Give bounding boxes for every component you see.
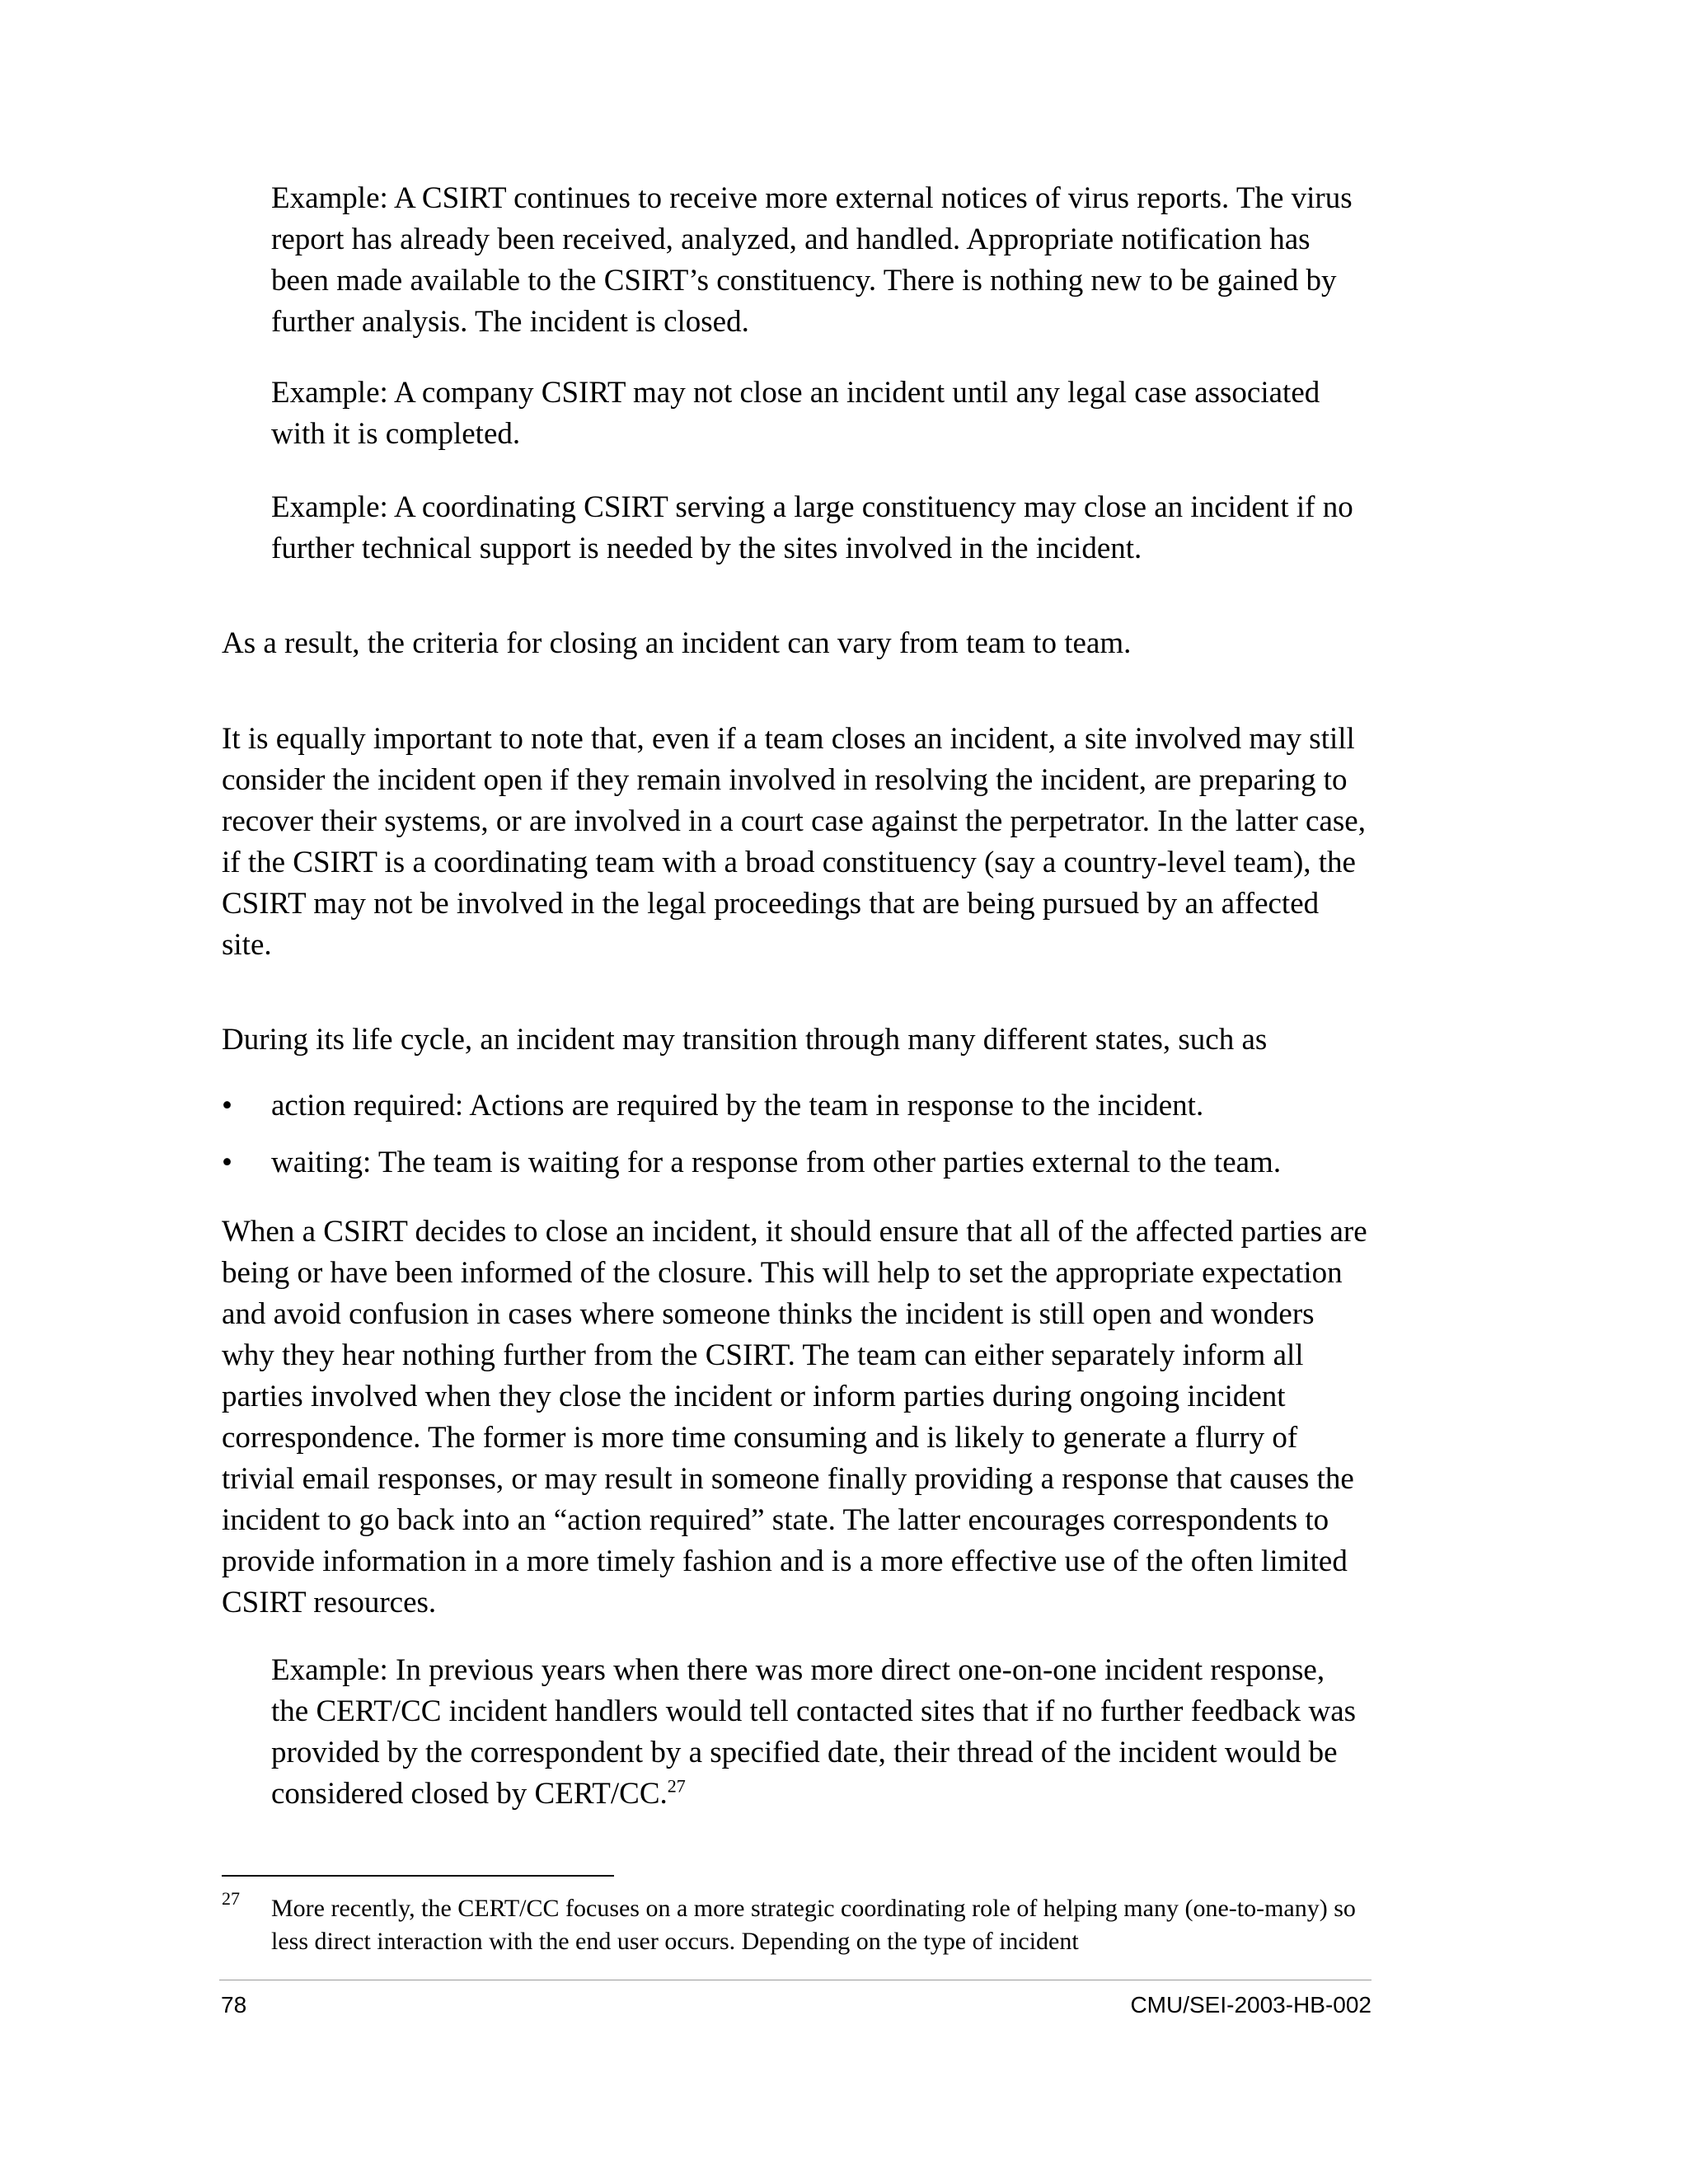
example-cert-cc-handlers — [271, 1650, 1367, 1815]
footnote-text: More recently, the CERT/CC focuses on a more strategic coordinating role of helping many (one-to-many) so less direct interaction with the end user occurs. Depending on the type of incident — [271, 1895, 1356, 1955]
example-coordinating-csirt: Example: A coordinating CSIRT serving a large constituency may close an incident if no further technical support is needed by the sites involved in the incident. — [271, 490, 1353, 565]
bullet-icon: • — [222, 1089, 232, 1122]
example-text: Example: In previous years when there was more direct one-on-one incident response, the CERT/CC incident handlers would tell contacted sites that if no further feedback was provided by the correspondent by a specified date, their thread of the incident would be considered closed by CERT/CC. — [271, 1653, 1357, 1811]
footnote-number: 27 — [222, 1888, 240, 1909]
page-number: 78 — [221, 1992, 247, 2018]
example-legal-case: Example: A company CSIRT may not close an incident until any legal case associated with it is completed. — [271, 376, 1320, 451]
paragraph-life-cycle: During its life cycle, an incident may transition through many different states, such as — [222, 1023, 1268, 1057]
example-virus-reports: Example: A CSIRT continues to receive more external notices of virus reports. The virus report has already been received, analyzed, and handled. Appropriate notification has been made available to the CSIRT’s constituency. There is nothing new to be gained by further analysis. The incident is closed. — [271, 181, 1353, 339]
bullet-text: action required: Actions are required by the team in response to the incident. — [271, 1089, 1204, 1122]
document-id: CMU/SEI-2003-HB-002 — [1130, 1992, 1372, 2018]
bullet-icon: • — [222, 1146, 232, 1179]
bullet-text: waiting: The team is waiting for a response from other parties external to the team. — [271, 1146, 1282, 1179]
footnote-divider — [222, 1875, 614, 1877]
paragraph-closing-incident: When a CSIRT decides to close an incident, it should ensure that all of the affected parties are being or have been informed of the closure. This will help to set the appropriate expectation and avoid confusion in cases where someone thinks the incident is still open and wonders why they hear nothing further from the CSIRT. The team can either separately inform all parties involved when they close the incident or inform parties during ongoing incident correspondence. The former is more time consuming and is likely to generate a flurry of trivial email responses, or may result in someone finally providing a response that causes the incident to go back into an “action required” state. The latter encourages correspondents to provide information in a more timely fashion and is a more effective use of the often limited CSIRT resources. — [222, 1215, 1367, 1619]
paragraph-site-open: It is equally important to note that, even if a team closes an incident, a site involved may still consider the incident open if they remain involved in resolving the incident, are preparing to recover their systems, or are involved in a court case against the perpetrator. In the latter case, if the CSIRT is a coordinating team with a broad constituency (say a country-level team), the CSIRT may not be involved in the legal proceedings that are being pursued by an affected site. — [222, 722, 1366, 962]
paragraph-criteria: As a result, the criteria for closing an incident can vary from team to team. — [222, 626, 1132, 660]
footnote-reference[interactable]: 27 — [667, 1775, 686, 1797]
